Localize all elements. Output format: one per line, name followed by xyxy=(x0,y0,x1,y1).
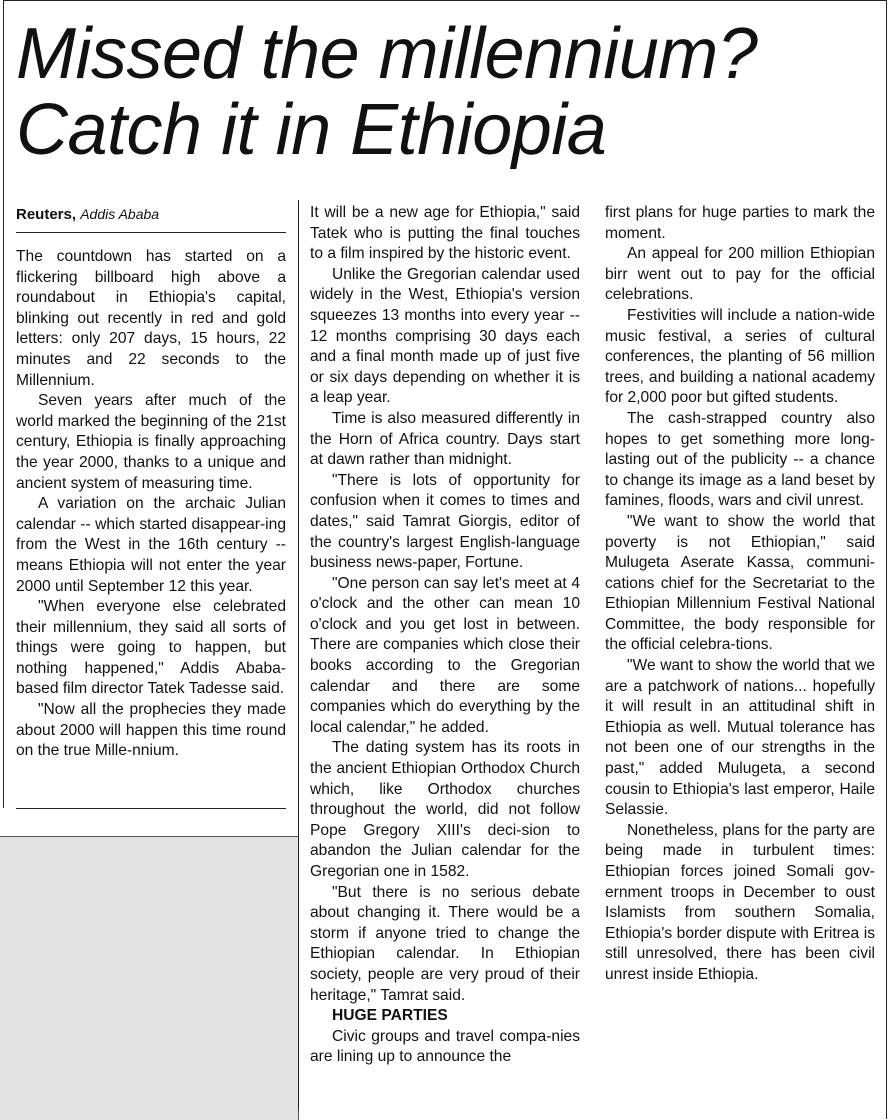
byline-place: Addis Ababa xyxy=(80,206,160,222)
paragraph: "We want to show the world that poverty is not Ethiopian," said Mulugeta Aserate Kassa, communi-cations chief for the Secretariat to the Ethiopian Millennium Festival National Committee, the body responsible for the official celebra-tions. xyxy=(605,512,875,654)
paragraph: It will be a new age for Ethiopia," said Tatek who is putting the final touches to a film inspired by the historic event. xyxy=(310,204,580,263)
paragraph: A variation on the archaic Julian calendar -- which started disappear-ing from the West in the 16th century -- means Ethiopia will not enter the year 2000 until September 12 this year. xyxy=(16,495,286,595)
paragraph: Time is also measured differently in the Horn of Africa country. Days start at dawn rather than midnight. xyxy=(310,409,580,469)
left-border xyxy=(3,0,4,808)
paragraph: The dating system has its roots in the ancient Ethiopian Orthodox Church which, like Orthodox churches throughout the world, did not follow Pope Gregory XIII's deci-sion to abandon the Julian calendar for the Gregorian one in 1582. xyxy=(310,739,580,880)
paragraph: "But there is no serious debate about changing it. There would be a storm if anyone tried to change the Ethiopian calendar. In Ethiopian society, people are very proud of their heritage," Tamrat said. xyxy=(310,883,580,1004)
gray-panel xyxy=(0,836,299,1120)
paragraph: Unlike the Gregorian calendar used widely in the West, Ethiopia's version squeezes 13 months into every year -- 12 months comprising 30 days each and a final month made up of just five or six days depending on whether it is a leap year. xyxy=(310,265,580,407)
paragraph: "We want to show the world that we are a patchwork of nations... hopefully it will result in an attitudinal shift in Ethiopia as well. Mutual tolerance has not been one of our strengths in the past," added Mulugeta, a second cousin to Ethiopia's last emperor, Haile Selassie. xyxy=(605,657,875,819)
byline-rule xyxy=(16,232,286,233)
paragraph: first plans for huge parties to mark the moment. xyxy=(605,204,875,242)
paragraph: "One person can say let's meet at 4 o'clock and the other can mean 10 o'clock and you get lost in between. There are companies which close their books according to the Gregorian calendar and there are some companies which do everything by the local calendar," he added. xyxy=(310,574,580,736)
paragraph: "There is lots of opportunity for confusion when it comes to times and dates," said Tamrat Giorgis, editor of the country's largest English-language business news-paper, Fortune. xyxy=(310,471,580,572)
byline-agency: Reuters, xyxy=(16,206,77,223)
paragraph: Nonetheless, plans for the party are being made in turbulent times: Ethiopian forces joined Somali gov-ernment troops in December to oust Islamists from southern Somalia, Ethiopia's border dispute with Eritrea is still unresolved, there has been civil unrest inside Ethiopia. xyxy=(605,821,875,983)
headline-line-1: Missed the millennium? xyxy=(16,14,758,94)
article-column-2 xyxy=(310,203,580,1068)
paragraph: Civic groups and travel compa-nies are lining up to announce the xyxy=(310,1027,580,1066)
paragraph: Seven years after much of the world marked the beginning of the 21st century, Ethiopia is finally approaching the year 2000, thanks to a unique and ancient system of measuring time. xyxy=(16,392,286,492)
paragraph: Festivities will include a nation-wide music festival, a series of cultural conferences, the planting of 56 million trees, and building a national academy for 2,000 poor but gifted students. xyxy=(605,306,875,407)
headline xyxy=(16,16,876,168)
column-1-end-rule xyxy=(16,808,286,809)
paragraph: The countdown has started on a flickering billboard high above a roundabout in Ethiopia's capital, blinking out recently in red and gold letters: only 207 days, 15 hours, 22 minutes and 22 seconds to the Millennium. xyxy=(16,248,286,389)
subhead: HUGE PARTIES xyxy=(332,1007,448,1025)
headline-line-2: Catch it in Ethiopia xyxy=(16,90,607,170)
article-column-3 xyxy=(605,203,875,986)
paragraph: The cash-strapped country also hopes to get something more long-lasting out of the publicity -- a chance to change its image as a land beset by famines, floods, wars and civil unrest. xyxy=(605,409,875,510)
top-border xyxy=(3,0,887,1)
paragraph: An appeal for 200 million Ethiopian birr went out to pay for the official celebrations. xyxy=(605,245,875,304)
paragraph: "Now all the prophecies they made about 2000 will happen this time round on the true Mille-nnium. xyxy=(16,701,286,760)
paragraph: "When everyone else celebrated their millennium, they said all sorts of things were going to happen, but nothing happened," Addis Ababa-based film director Tatek Tadesse said. xyxy=(16,598,286,698)
byline xyxy=(16,205,159,224)
column-divider xyxy=(298,200,299,1110)
article-column-1 xyxy=(16,247,286,762)
right-border xyxy=(886,0,887,1119)
